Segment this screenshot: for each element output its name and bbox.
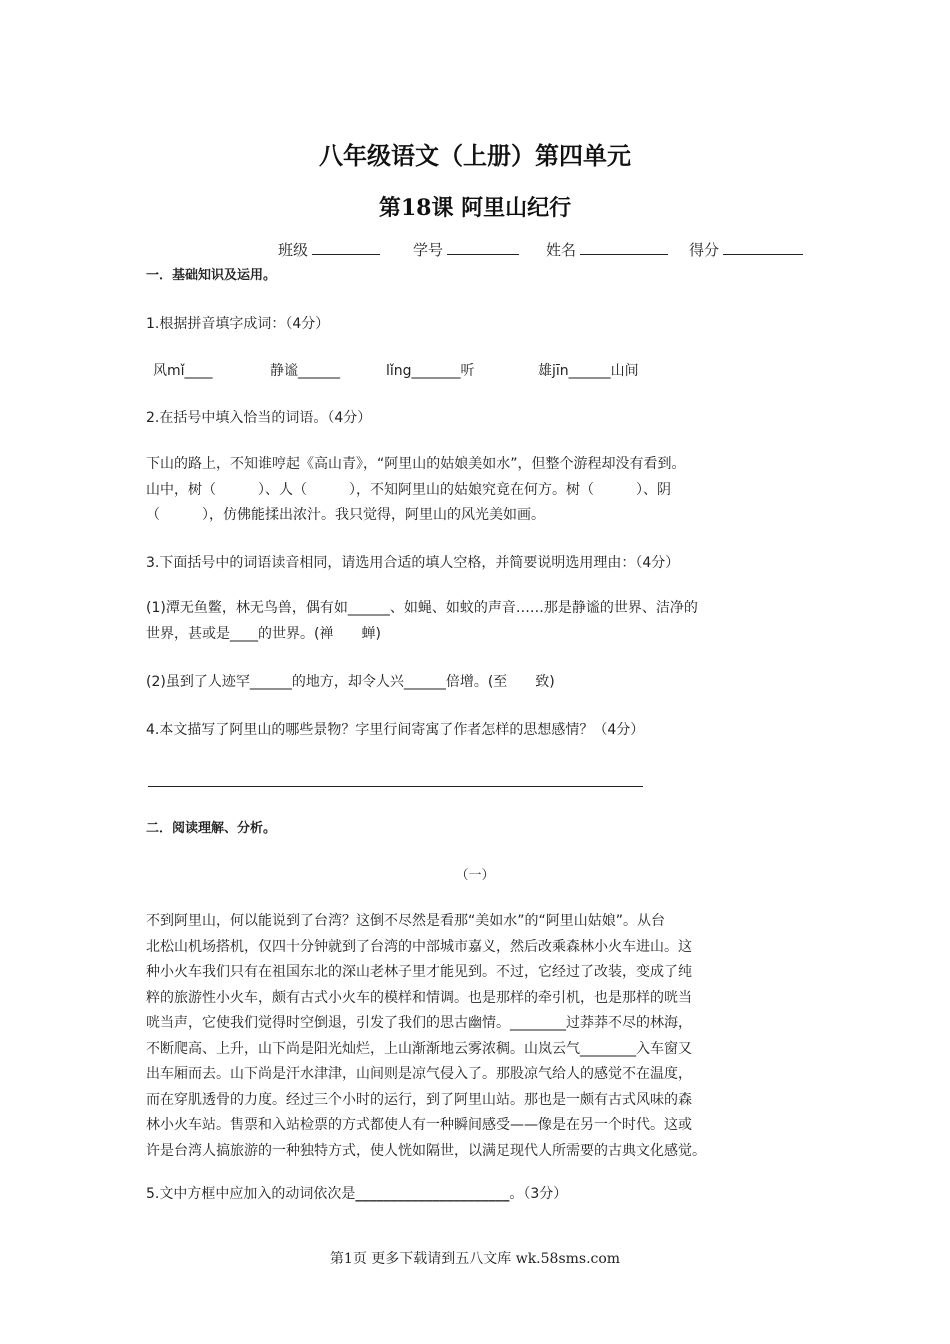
passage-line: 咣当声，它使我们觉得时空倒退，引发了我们的思古幽情。________过莽莽不尽的林海， — [146, 1015, 692, 1031]
question-3-prompt: 3.下面括号中的词语读音相同，请选用合适的填人空格，并简要说明选用理由：（4分） — [146, 555, 680, 571]
question-2-passage — [146, 452, 811, 529]
section2-heading: 二．阅读理解、分析。 — [146, 821, 277, 836]
part-label: （一） — [455, 868, 495, 883]
passage-line: 林小火车站。售票和入站检票的方式都使人有一种瞬间感受——像是在另一个时代。这或 — [146, 1117, 692, 1133]
q2-line: 山中，树（ ）、人（ ），不知阿里山的姑娘究竟在何方。树（ ）、阴 — [146, 481, 671, 498]
q1-item-2: 静谧______ — [270, 363, 340, 379]
passage-line: 出车厢而去。山下尚是汗水津津，山间则是凉气侵入了。那股凉气给人的感觉不在温度， — [146, 1066, 692, 1082]
name-blank — [580, 240, 668, 255]
passage-line: 粹的旅游性小火车，颇有古式小火车的模样和情调。也是那样的牵引机，也是那样的咣当 — [146, 989, 692, 1006]
student-no-blank — [447, 240, 519, 255]
question-2-prompt: 2.在括号中填入恰当的词语。（4分） — [146, 410, 372, 426]
student-no-label: 学号 — [413, 241, 444, 259]
q1-item-4: 雄jīn______山间 — [538, 363, 639, 379]
class-blank — [312, 240, 380, 255]
question-5 — [146, 1183, 567, 1203]
lesson-title: 第18课 阿里山纪行 — [378, 195, 572, 221]
passage-line: 不断爬高、上升，山下尚是阳光灿烂，上山渐渐地云雾浓稠。山岚云气________入车窗又 — [146, 1040, 692, 1057]
page-footer: 第1页 更多下载请到五八文库 wk.58sms.com — [329, 1251, 621, 1267]
answer-line — [148, 786, 643, 787]
question-1-prompt: 1.根据拼音填字成词：（4分） — [146, 316, 330, 332]
question-3-sub2: (2)虽到了人迹罕______的地方，却令人兴______倍增。(至 致) — [146, 674, 555, 690]
question-3-sub1 — [146, 596, 811, 647]
class-label: 班级 — [278, 241, 309, 259]
question-5-prompt: 5.文中方框中应加入的动词依次是 — [146, 1186, 356, 1202]
name-label: 姓名 — [546, 241, 577, 259]
question-5-suffix: 。（3分） — [509, 1186, 568, 1202]
score-blank — [723, 240, 803, 255]
passage-line: 种小火车我们只有在祖国东北的深山老林子里才能见到。不过，它经过了改装，变成了纯 — [146, 964, 692, 980]
q1-item-1: 风mǐ____ — [153, 363, 213, 379]
passage-line: 北松山机场搭机，仅四十分钟就到了台湾的中部城市嘉义，然后改乘森林小火车进山。这 — [146, 938, 692, 955]
q2-line: （ ），仿佛能揉出浓汁。我只觉得，阿里山的风光美如画。 — [146, 507, 545, 523]
name-field — [546, 239, 668, 260]
q3-sub1-line: 世界，甚或是____的世界。(禅 蝉) — [146, 625, 381, 642]
student-no-field — [413, 239, 519, 260]
q1-item-3: lǐng_______听 — [386, 363, 475, 379]
passage-line: 不到阿里山，何以能说到了台湾？这倒不尽然是看那“美如水”的“阿里山姑娘”。从台 — [146, 913, 666, 929]
page-title: 八年级语文（上册）第四单元 — [319, 141, 631, 170]
score-label: 得分 — [689, 241, 720, 259]
class-field — [278, 239, 380, 260]
passage-line: 而在穿肌透骨的力度。经过三个小时的运行，到了阿里山站。那也是一颇有古式风味的森 — [146, 1091, 692, 1108]
question-5-blank: ______________________ — [355, 1186, 510, 1202]
q3-sub1-line: (1)潭无鱼鳖，林无鸟兽，偶有如______、如蝇、如蚊的声音……那是静谧的世界、洁净的 — [146, 600, 698, 616]
question-4-prompt: 4.本文描写了阿里山的哪些景物？字里行间寄寓了作者怎样的思想感情？（4分） — [146, 722, 645, 738]
passage-line: 许是台湾人搞旅游的一种独特方式，使人恍如隔世，以满足现代人所需要的古典文化感觉。 — [146, 1142, 706, 1159]
section1-heading: 一．基础知识及运用。 — [146, 268, 277, 283]
score-field — [689, 239, 803, 260]
reading-passage — [146, 909, 811, 1164]
q2-line: 下山的路上，不知谁哼起《高山青》，“阿里山的姑娘美如水”，但整个游程却没有看到。 — [146, 456, 686, 472]
